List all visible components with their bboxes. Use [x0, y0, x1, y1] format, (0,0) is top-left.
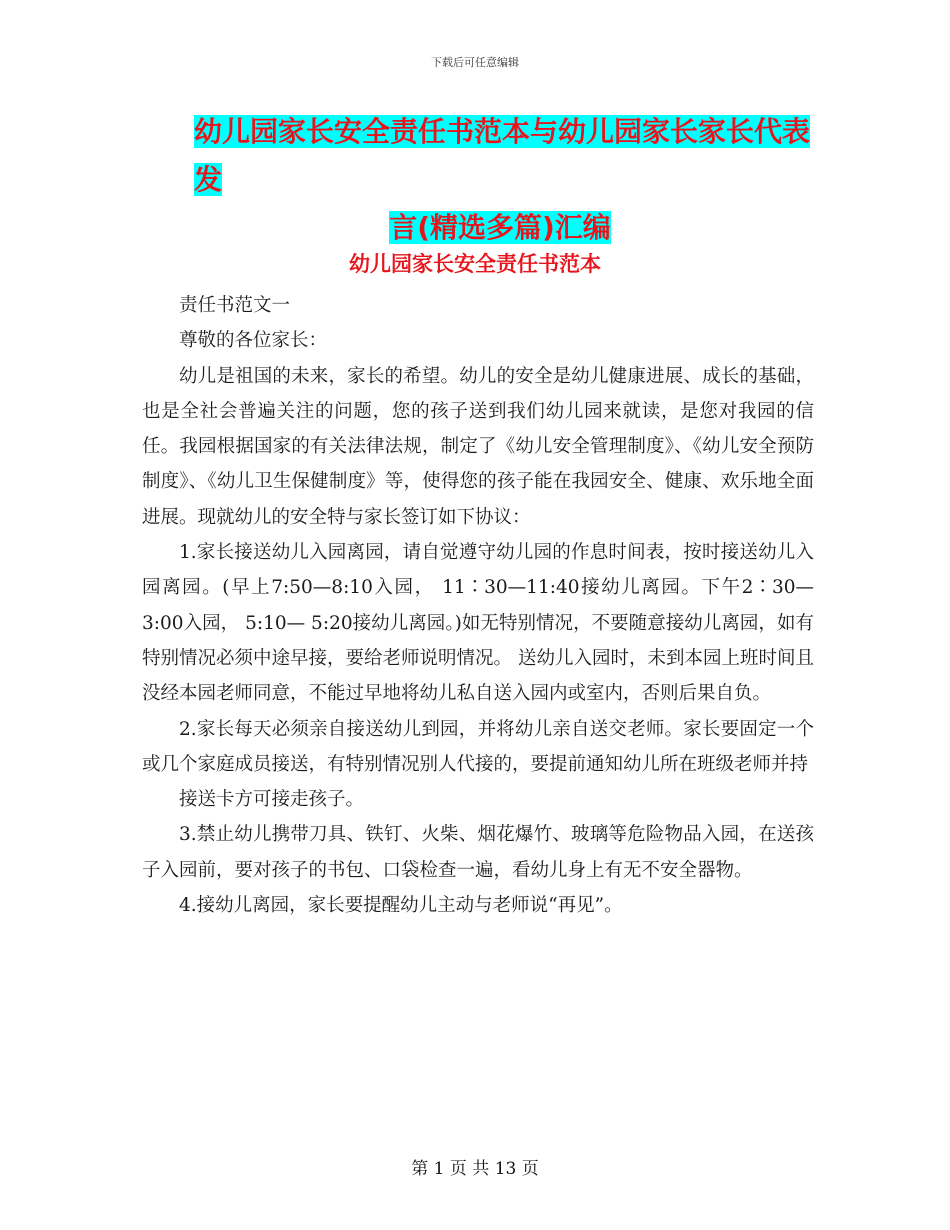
- paragraph-salutation: 尊敬的各位家长：: [179, 330, 328, 352]
- paragraph-item-4: 4.接幼儿离园，家长要提醒幼儿主动与老师说“再见”。: [179, 895, 623, 917]
- paragraph-item-1: 1.家长接送幼儿入园离园，请自觉遵守幼儿园的作息时间表，按时接送幼儿入园离园。(早上7:50—8:10入园， 11∶30—11:40接幼儿离园。下午2∶30—3:00入园， 5:10— 5:20接幼儿离园。)如无特别情况，不要随意接幼儿离园，如有特别情况必须中途早接，要给老师说明情况。 送幼儿入园时，未到本园上班时间且没经本园老师同意，不能过早地将幼儿私自送入园内或室内，否则后果自负。: [142, 542, 814, 705]
- document-body: [142, 288, 814, 923]
- title-line-2-text: 言(精选多篇)汇编: [389, 211, 611, 244]
- header-note: 下载后可任意编辑: [431, 56, 519, 69]
- paragraph-item-2: 2.家长每天必须亲自接送幼儿到园，并将幼儿亲自送交老师。家长要固定一个或几个家庭成员接送，有特别情况别人代接的，要提前通知幼儿所在班级老师并持: [142, 718, 814, 775]
- document-title: [180, 108, 820, 252]
- paragraph-heading: 责任书范文一: [179, 295, 291, 316]
- paragraph-item-3: 3.禁止幼儿携带刀具、铁钉、火柴、烟花爆竹、玻璃等危险物品入园，在送孩子入园前，要对孩子的书包、口袋检查一遍，看幼儿身上有无不安全器物。: [142, 824, 814, 881]
- title-line-1-text: 幼儿园家长安全责任书范本与幼儿园家长家长代表发: [194, 115, 811, 196]
- paragraph-item-2-cont: 接送卡方可接走孩子。: [179, 789, 365, 811]
- section-title: 幼儿园家长安全责任书范本: [349, 252, 601, 276]
- paragraph-intro: 幼儿是祖国的未来，家长的希望。幼儿的安全是幼儿健康进展、成长的基础，也是全社会普遍关注的问题，您的孩子送到我们幼儿园来就读，是您对我园的信任。我园根据国家的有关法律法规，制定了《幼儿安全管理制度》、《幼儿安全预防制度》、《幼儿卫生保健制度》等，使得您的孩子能在我园安全、健康、欢乐地全面进展。现就幼儿的安全特与家长签订如下协议：: [142, 365, 814, 528]
- page-footer: 第 1 页 共 13 页: [411, 1159, 539, 1179]
- title-line-2: [180, 204, 820, 252]
- title-line-1: [180, 108, 820, 204]
